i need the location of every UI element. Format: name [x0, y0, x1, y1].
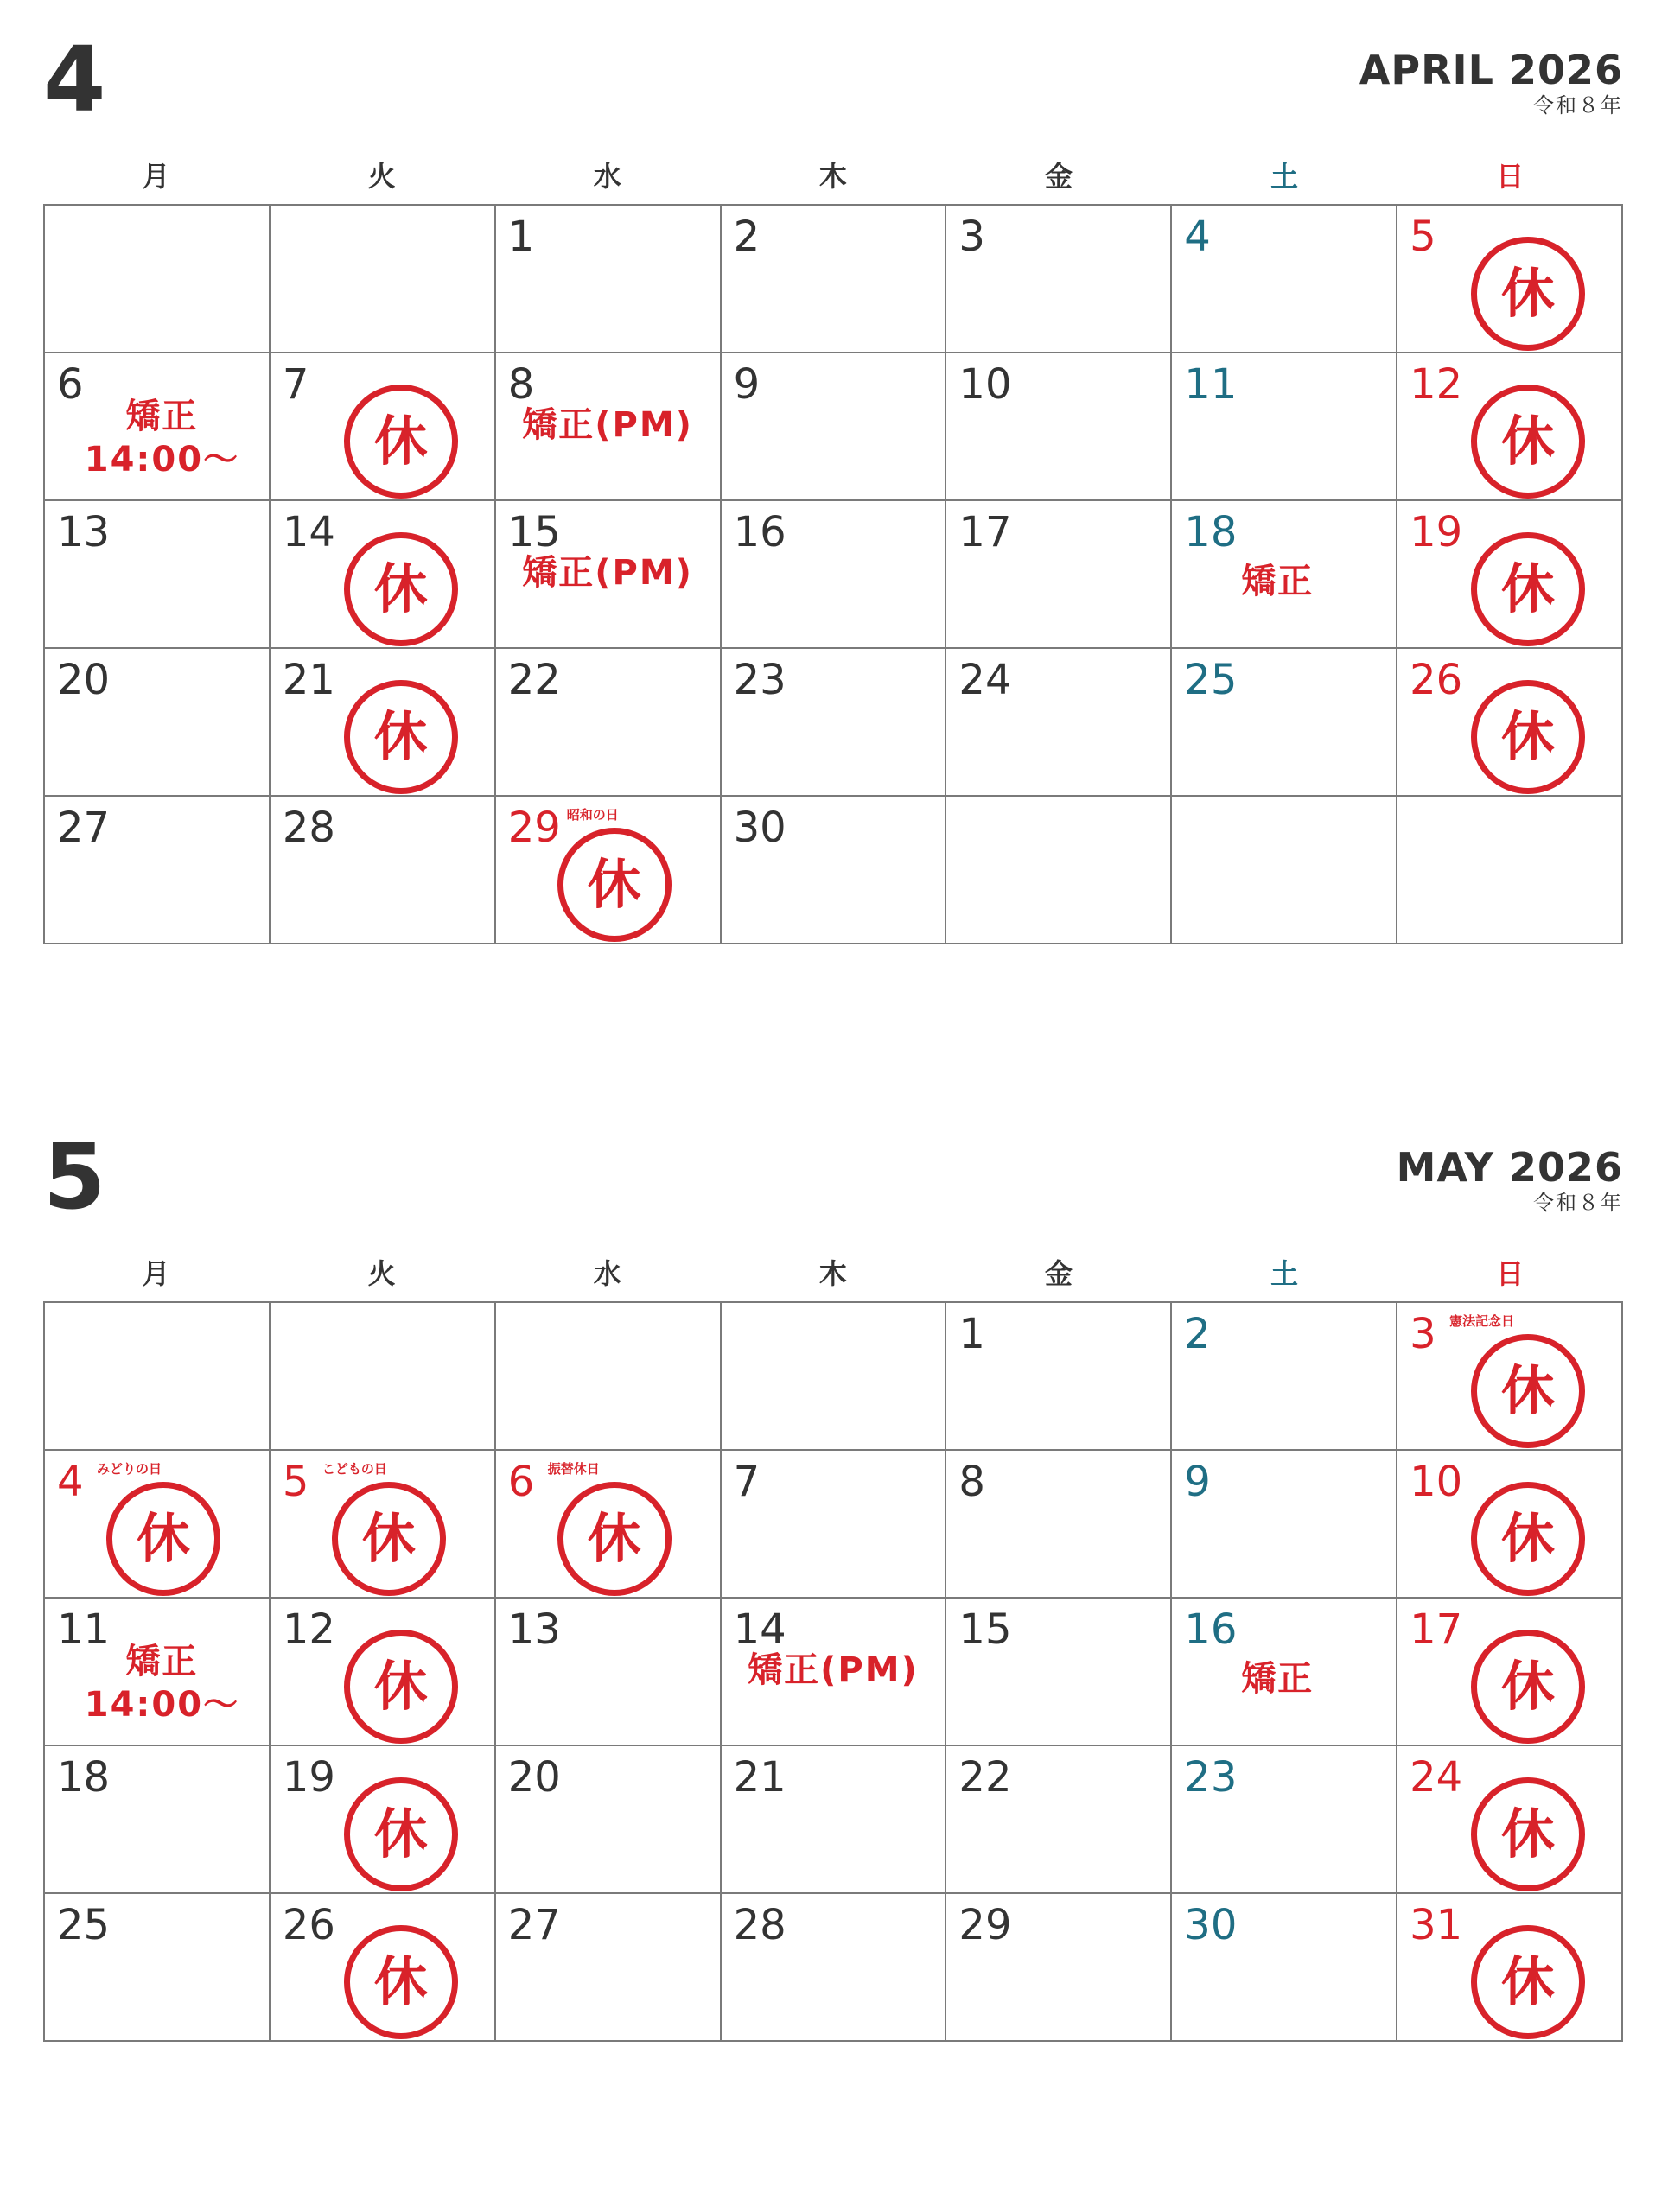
calendar-day-cell — [271, 649, 496, 797]
calendar-day-cell — [1397, 501, 1623, 649]
empty-day-cell — [45, 1303, 271, 1451]
day-number: 2 — [1184, 1310, 1211, 1358]
weekday-sat: 土 — [1270, 160, 1299, 193]
day-number: 8 — [958, 1458, 985, 1506]
calendar-day-cell — [722, 353, 947, 501]
closed-stamp: 休 — [344, 1777, 458, 1891]
weekday-header — [43, 157, 1623, 195]
orthodontic-note: 矯正 — [1241, 1659, 1315, 1699]
day-number: 18 — [1184, 508, 1238, 556]
day-number: 15 — [958, 1605, 1012, 1654]
day-number: 23 — [733, 656, 786, 704]
calendar-day-cell — [1172, 1303, 1397, 1451]
day-number: 20 — [57, 656, 111, 704]
calendar-day-cell — [271, 353, 496, 501]
calendar-day-cell — [271, 1894, 496, 2042]
empty-day-cell — [722, 1303, 947, 1451]
day-number: 11 — [1184, 360, 1238, 409]
weekday-wed: 水 — [593, 160, 621, 193]
calendar-day-cell — [496, 797, 722, 944]
closed-stamp: 休 — [332, 1482, 446, 1596]
calendar-day-cell — [946, 649, 1172, 797]
weekday-header — [43, 1255, 1623, 1293]
day-number: 5 — [282, 1458, 309, 1506]
day-number: 12 — [282, 1605, 335, 1654]
calendar-day-cell — [496, 353, 722, 501]
closed-stamp: 休 — [557, 828, 672, 942]
day-number: 26 — [1410, 656, 1463, 704]
calendar-day-cell — [496, 1451, 722, 1599]
weekday-tue: 火 — [367, 1257, 396, 1290]
day-number: 11 — [57, 1605, 111, 1654]
weekday-wed: 水 — [593, 1257, 621, 1290]
calendar-day-cell — [271, 1746, 496, 1894]
calendar-day-cell — [496, 206, 722, 353]
calendar-day-cell — [1397, 1451, 1623, 1599]
day-number: 6 — [507, 1458, 535, 1506]
month-number: 5 — [43, 1124, 106, 1230]
calendar-day-cell — [722, 1599, 947, 1746]
holiday-name: こどもの日 — [322, 1461, 387, 1477]
day-number: 17 — [958, 508, 1012, 556]
closed-stamp: 休 — [1471, 1482, 1585, 1596]
day-number: 1 — [958, 1310, 985, 1358]
closed-stamp: 休 — [344, 1630, 458, 1744]
calendar-grid — [43, 1301, 1623, 2042]
calendar-day-cell — [1397, 649, 1623, 797]
calendar-day-cell — [45, 353, 271, 501]
day-number: 29 — [958, 1901, 1012, 1949]
day-number: 21 — [733, 1753, 786, 1802]
calendar-day-cell — [45, 797, 271, 944]
day-number: 6 — [57, 360, 84, 409]
calendar-day-cell — [946, 1746, 1172, 1894]
day-number: 25 — [57, 1901, 111, 1949]
weekday-sun: 日 — [1496, 1257, 1525, 1290]
day-number: 9 — [1184, 1458, 1211, 1506]
day-number: 19 — [282, 1753, 335, 1802]
day-number: 18 — [57, 1753, 111, 1802]
day-number: 28 — [282, 804, 335, 852]
calendar-day-cell — [946, 1599, 1172, 1746]
calendar-day-cell — [496, 1894, 722, 2042]
calendar-day-cell — [1397, 1746, 1623, 1894]
day-number: 30 — [1184, 1901, 1238, 1949]
weekday-mon: 月 — [142, 160, 170, 193]
orthodontic-note: 矯正 14:00〜 — [84, 1642, 240, 1725]
holiday-name: 振替休日 — [547, 1461, 600, 1477]
day-number: 7 — [733, 1458, 761, 1506]
day-number: 15 — [507, 508, 561, 556]
closed-stamp: 休 — [1471, 532, 1585, 646]
day-number: 2 — [733, 213, 761, 261]
calendar-day-cell — [271, 797, 496, 944]
closed-stamp: 休 — [1471, 1630, 1585, 1744]
empty-day-cell — [271, 1303, 496, 1451]
holiday-name: みどりの日 — [97, 1461, 162, 1477]
day-number: 3 — [1410, 1310, 1436, 1358]
closed-stamp: 休 — [1471, 1777, 1585, 1891]
day-number: 10 — [958, 360, 1012, 409]
calendar-grid — [43, 204, 1623, 944]
day-number: 14 — [282, 508, 335, 556]
calendar-day-cell — [1397, 1894, 1623, 2042]
calendar-day-cell — [45, 1599, 271, 1746]
day-number: 20 — [507, 1753, 561, 1802]
holiday-name: 憲法記念日 — [1449, 1313, 1515, 1329]
calendar-day-cell — [946, 206, 1172, 353]
orthodontic-note: 矯正(PM) — [522, 553, 693, 593]
day-number: 22 — [507, 656, 561, 704]
calendar-day-cell — [45, 501, 271, 649]
orthodontic-note: 矯正 — [1241, 562, 1315, 601]
day-number: 26 — [282, 1901, 335, 1949]
calendar-day-cell — [722, 1746, 947, 1894]
calendar-day-cell — [1397, 353, 1623, 501]
calendar-day-cell — [45, 1451, 271, 1599]
calendar-day-cell — [1397, 1303, 1623, 1451]
day-number: 19 — [1410, 508, 1463, 556]
month-number: 4 — [43, 27, 106, 132]
calendar-day-cell — [946, 501, 1172, 649]
holiday-name: 昭和の日 — [566, 807, 619, 823]
calendar-day-cell — [271, 1599, 496, 1746]
day-number: 14 — [733, 1605, 786, 1654]
calendar-day-cell — [45, 649, 271, 797]
weekday-mon: 月 — [142, 1257, 170, 1290]
calendar-day-cell — [722, 1894, 947, 2042]
calendar-day-cell — [946, 1451, 1172, 1599]
empty-day-cell — [1172, 797, 1397, 944]
day-number: 16 — [733, 508, 786, 556]
day-number: 3 — [958, 213, 985, 261]
empty-day-cell — [1397, 797, 1623, 944]
day-number: 1 — [507, 213, 535, 261]
orthodontic-note: 矯正 14:00〜 — [84, 397, 240, 480]
calendar-day-cell — [496, 1746, 722, 1894]
day-number: 25 — [1184, 656, 1238, 704]
era-label: 令和８年 — [1533, 93, 1623, 118]
weekday-sun: 日 — [1496, 160, 1525, 193]
calendar-day-cell — [946, 353, 1172, 501]
empty-day-cell — [946, 797, 1172, 944]
day-number: 17 — [1410, 1605, 1463, 1654]
closed-stamp: 休 — [1471, 1925, 1585, 2039]
day-number: 29 — [507, 804, 561, 852]
day-number: 4 — [57, 1458, 84, 1506]
month-title: MAY 2026 — [1396, 1144, 1623, 1191]
calendar-day-cell — [1172, 206, 1397, 353]
closed-stamp: 休 — [106, 1482, 220, 1596]
era-label: 令和８年 — [1533, 1191, 1623, 1215]
day-number: 23 — [1184, 1753, 1238, 1802]
day-number: 21 — [282, 656, 335, 704]
day-number: 10 — [1410, 1458, 1463, 1506]
calendar-day-cell — [1172, 353, 1397, 501]
closed-stamp: 休 — [557, 1482, 672, 1596]
calendar-day-cell — [1397, 1599, 1623, 1746]
closed-stamp: 休 — [1471, 385, 1585, 499]
closed-stamp: 休 — [344, 1925, 458, 2039]
weekday-fri: 金 — [1045, 160, 1073, 193]
empty-day-cell — [45, 206, 271, 353]
month-title: APRIL 2026 — [1359, 47, 1623, 93]
day-number: 16 — [1184, 1605, 1238, 1654]
calendar-day-cell — [45, 1894, 271, 2042]
orthodontic-note: 矯正(PM) — [748, 1650, 919, 1690]
day-number: 9 — [733, 360, 761, 409]
calendar-day-cell — [722, 501, 947, 649]
calendar-day-cell — [1172, 1599, 1397, 1746]
day-number: 24 — [1410, 1753, 1463, 1802]
calendar-day-cell — [271, 1451, 496, 1599]
day-number: 7 — [282, 360, 309, 409]
calendar-day-cell — [1172, 1746, 1397, 1894]
closed-stamp: 休 — [1471, 680, 1585, 794]
day-number: 31 — [1410, 1901, 1463, 1949]
calendar-day-cell — [722, 797, 947, 944]
day-number: 30 — [733, 804, 786, 852]
empty-day-cell — [496, 1303, 722, 1451]
weekday-fri: 金 — [1045, 1257, 1073, 1290]
day-number: 4 — [1184, 213, 1211, 261]
weekday-thu: 木 — [818, 1257, 847, 1290]
calendar-day-cell — [1172, 1894, 1397, 2042]
calendar-day-cell — [496, 649, 722, 797]
day-number: 8 — [507, 360, 535, 409]
day-number: 27 — [57, 804, 111, 852]
calendar-day-cell — [722, 649, 947, 797]
calendar-day-cell — [722, 206, 947, 353]
calendar-day-cell — [1172, 649, 1397, 797]
calendar-day-cell — [946, 1894, 1172, 2042]
closed-stamp: 休 — [344, 385, 458, 499]
closed-stamp: 休 — [344, 532, 458, 646]
closed-stamp: 休 — [344, 680, 458, 794]
calendar-day-cell — [496, 1599, 722, 1746]
calendar-day-cell — [271, 501, 496, 649]
day-number: 24 — [958, 656, 1012, 704]
orthodontic-note: 矯正(PM) — [522, 405, 693, 445]
calendar-day-cell — [946, 1303, 1172, 1451]
weekday-thu: 木 — [818, 160, 847, 193]
day-number: 22 — [958, 1753, 1012, 1802]
calendar-day-cell — [1397, 206, 1623, 353]
calendar-day-cell — [496, 501, 722, 649]
weekday-tue: 火 — [367, 160, 396, 193]
calendar-day-cell — [722, 1451, 947, 1599]
calendar-day-cell — [45, 1746, 271, 1894]
empty-day-cell — [271, 206, 496, 353]
day-number: 28 — [733, 1901, 786, 1949]
day-number: 13 — [57, 508, 111, 556]
day-number: 5 — [1410, 213, 1436, 261]
calendar-day-cell — [1172, 501, 1397, 649]
day-number: 13 — [507, 1605, 561, 1654]
closed-stamp: 休 — [1471, 237, 1585, 351]
calendar-day-cell — [1172, 1451, 1397, 1599]
day-number: 27 — [507, 1901, 561, 1949]
closed-stamp: 休 — [1471, 1334, 1585, 1448]
day-number: 12 — [1410, 360, 1463, 409]
weekday-sat: 土 — [1270, 1257, 1299, 1290]
